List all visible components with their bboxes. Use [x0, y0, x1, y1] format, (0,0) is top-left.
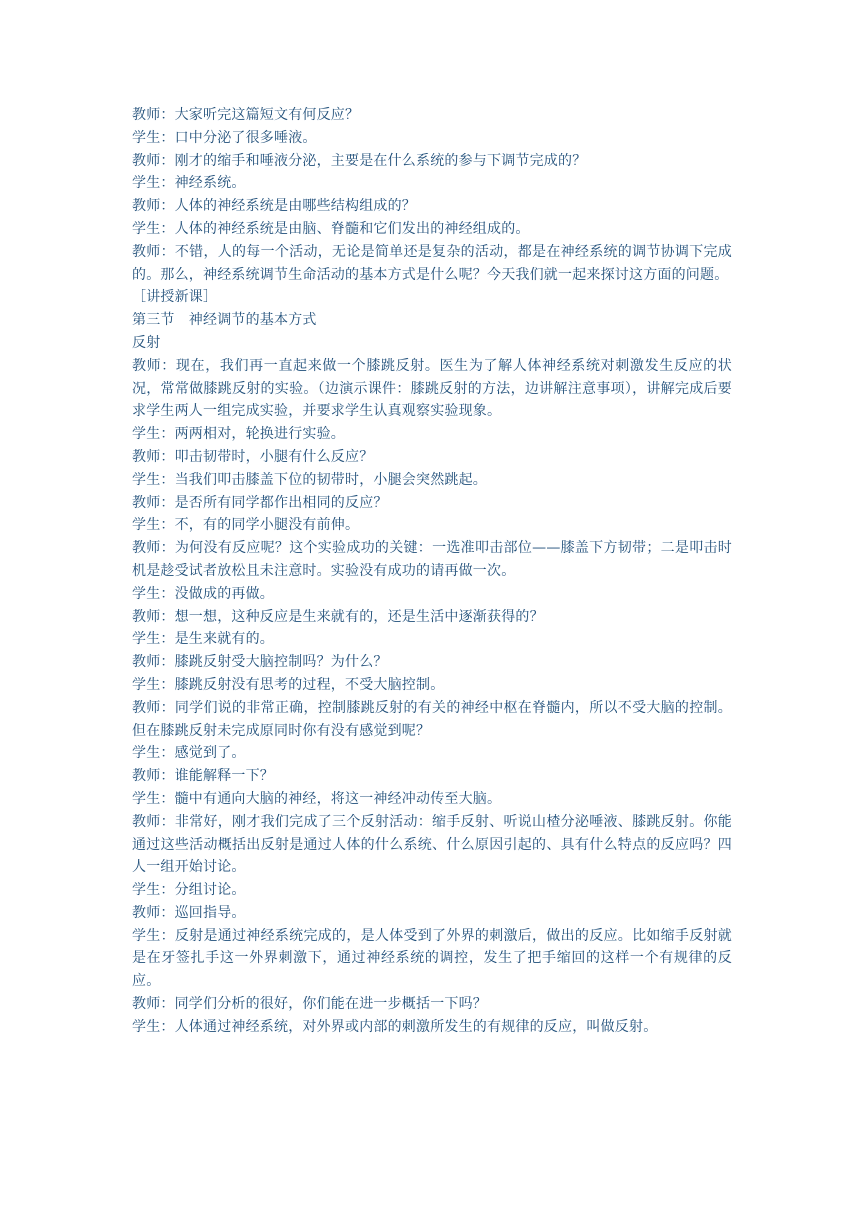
dialogue-line: 学生：不，有的同学小腿没有前伸。: [132, 517, 360, 534]
dialogue-line: 学生：是生来就有的。: [132, 631, 274, 648]
dialogue-line: 学生：口中分泌了很多唾液。: [132, 129, 317, 146]
dialogue-line: 学生：人体通过神经系统，对外界或内部的刺激所发生的有规律的反应，叫做反射。: [132, 1018, 658, 1035]
dialogue-line: 学生：反射是通过神经系统完成的，是人体受到了外界的刺激后，做出的反应。比如缩手反射就是在牙签扎手这一外界刺激下，通过神经系统的调控，发生了把手缩回的这样一个有规律的反应。: [132, 927, 732, 990]
dialogue-line: 教师：是否所有同学都作出相同的反应？: [132, 494, 388, 511]
dialogue-line: 教师：为何没有反应呢？这个实验成功的关键：一选准叩击部位——膝盖下方韧带；二是叩击时机是趁受试者放松且未注意时。实验没有成功的请再做一次。: [132, 540, 732, 579]
dialogue-line: 教师：同学们分析的很好，你们能在进一步概括一下吗？: [132, 996, 487, 1013]
dialogue-line: 教师：谁能解释一下？: [132, 768, 274, 785]
dialogue-line: 学生：感觉到了。: [132, 745, 246, 762]
dialogue-line: 教师：大家听完这篇短文有何反应？: [132, 107, 360, 123]
dialogue-line: 教师：刚才的缩手和唾液分泌，主要是在什么系统的参与下调节完成的？: [132, 152, 587, 169]
section-marker: ［讲授新课］: [132, 289, 218, 306]
dialogue-line: 教师：人体的神经系统是由哪些结构组成的？: [132, 198, 416, 215]
dialogue-line: 教师：巡回指导。: [132, 904, 246, 921]
dialogue-line: 学生：膝跳反射没有思考的过程，不受大脑控制。: [132, 676, 445, 693]
dialogue-line: 教师：非常好，刚才我们完成了三个反射活动：缩手反射、听说山楂分泌唾液、膝跳反射。你能通过这些活动概括出反射是通过人体的什么系统、什么原因引起的、具有什么特点的反应吗？四人一组开始讨论。: [132, 813, 732, 876]
dialogue-line: 学生：人体的神经系统是由脑、脊髓和它们发出的神经组成的。: [132, 220, 530, 237]
dialogue-line: 教师：现在，我们再一直起来做一个膝跳反射。医生为了解人体神经系统对刺激发生反应的状况，常常做膝跳反射的实验。（边演示课件：膝跳反射的方法，边讲解注意事项），讲解完成后要求学生两人一组完成实验，并要求学生认真观察实验现象。: [132, 357, 732, 420]
dialogue-line: 学生：两两相对，轮换进行实验。: [132, 426, 345, 443]
dialogue-line: 教师：膝跳反射受大脑控制吗？为什么？: [132, 654, 388, 671]
section-title: 第三节 神经调节的基本方式: [132, 312, 317, 329]
dialogue-line: 学生：髓中有通向大脑的神经，将这一神经冲动传至大脑。: [132, 790, 502, 807]
dialogue-line: 教师：同学们说的非常正确，控制膝跳反射的有关的神经中枢在脊髓内，所以不受大脑的控制。但在膝跳反射未完成原同时你有没有感觉到呢？: [132, 699, 732, 739]
subsection-title: 反射: [132, 334, 161, 351]
dialogue-line: 学生：神经系统。: [132, 175, 246, 192]
document-body: [132, 104, 732, 1039]
dialogue-line: 学生：没做成的再做。: [132, 585, 274, 602]
dialogue-line: 学生：分组讨论。: [132, 882, 246, 899]
dialogue-line: 教师：不错，人的每一个活动，无论是简单还是复杂的活动，都是在神经系统的调节协调下完成的。那么，神经系统调节生命活动的基本方式是什么呢？今天我们就一起来探讨这方面的问题。: [132, 243, 732, 283]
dialogue-line: 学生：当我们叩击膝盖下位的韧带时，小腿会突然跳起。: [132, 471, 487, 488]
dialogue-line: 教师：想一想，这种反应是生来就有的，还是生活中逐渐获得的？: [132, 608, 544, 625]
dialogue-line: 教师：叩击韧带时，小腿有什么反应？: [132, 448, 374, 465]
